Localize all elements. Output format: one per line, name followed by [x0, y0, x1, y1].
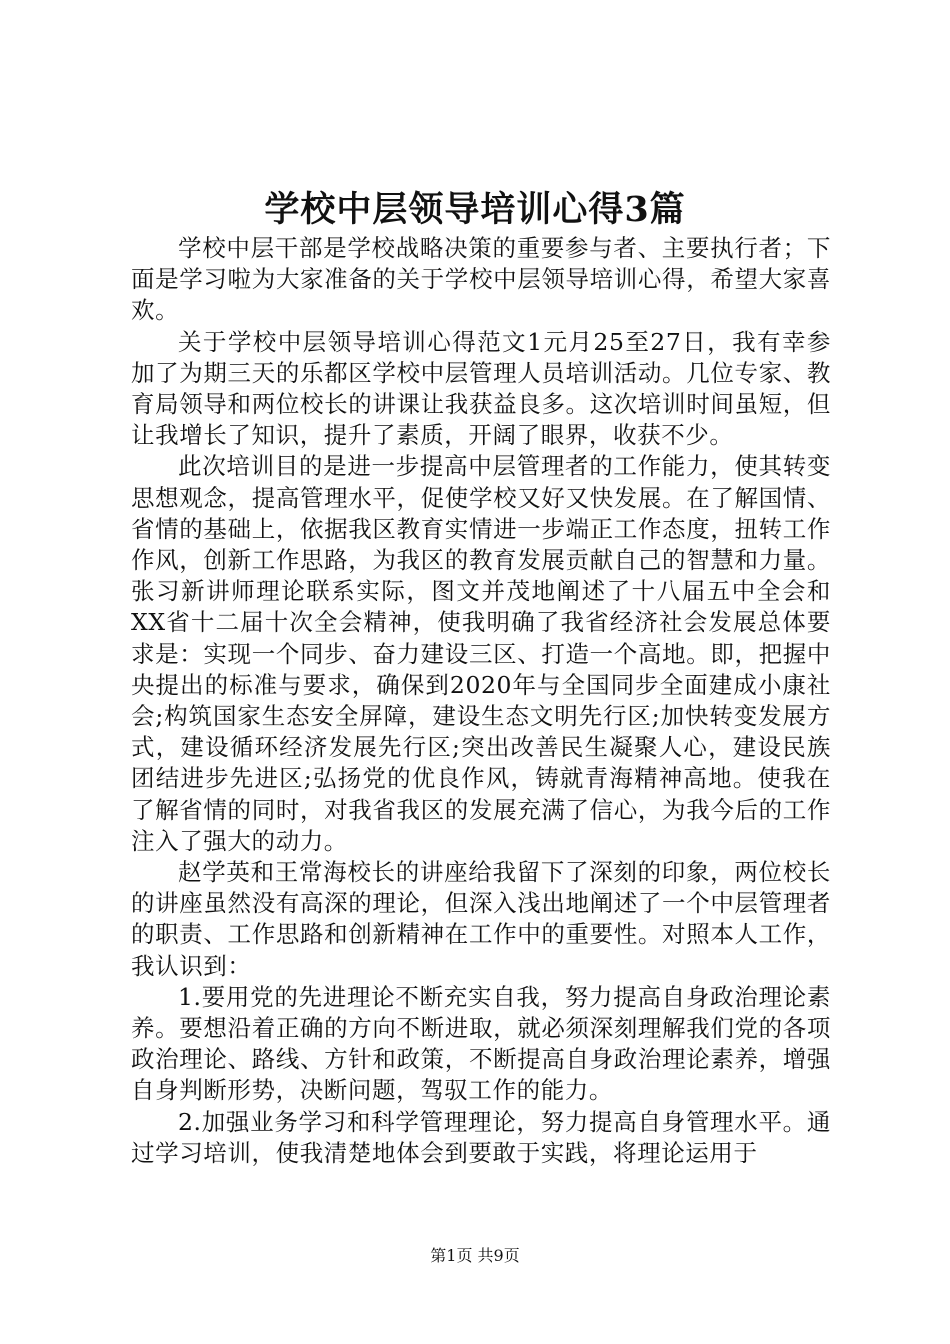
paragraph-point-2: 2.加强业务学习和科学管理理论，努力提高自身管理水平。通过学习培训，使我清楚地体会到要敢于实践，将理论运用于: [131, 1107, 831, 1167]
document-title: 学校中层领导培训心得3篇: [264, 189, 686, 230]
page-number-footer: 第1页 共9页: [430, 1246, 520, 1265]
paragraph-lectures: 赵学英和王常海校长的讲座给我留下了深刻的印象，两位校长的讲座虽然没有高深的理论，但深入浅出地阐述了一个中层管理者的职责、工作思路和创新精神在工作中的重要性。对照本人工作，我认识到：: [131, 858, 831, 980]
paragraph-essay-1: 关于学校中层领导培训心得范文1元月25至27日，我有幸参加了为期三天的乐都区学校中层管理人员培训活动。几位专家、教育局领导和两位校长的讲课让我获益良多。这次培训时间虽短，但让我增长了知识，提升了素质，开阔了眼界，收获不少。: [131, 327, 831, 450]
paragraph-point-1: 1.要用党的先进理论不断充实自我，努力提高自身政治理论素养。要想沿着正确的方向不断进取，就必须深刻理解我们党的各项政治理论、路线、方针和政策，不断提高自身政治理论素养，增强自身判断形势，决断问题，驾驭工作的能力。: [131, 982, 831, 1105]
paragraph-training-purpose: 此次培训目的是进一步提高中层管理者的工作能力，使其转变思想观念，提高管理水平，促使学校又好又快发展。在了解国情、省情的基础上，依据我区教育实情进一步端正工作态度，扭转工作作风，创新工作思路，为我区的教育发展贡献自己的智慧和力量。张习新讲师理论联系实际，图文并茂地阐述了十八届五中全会和XX省十二届十次全会精神，使我明确了我省经济社会发展总体要求是：实现一个同步、奋力建设三区、打造一个高地。即，把握中央提出的标准与要求，确保到2020年与全国同步全面建成小康社会;构筑国家生态安全屏障，建设生态文明先行区;加快转变发展方式，建设循环经济发展先行区;突出改善民生凝聚人心，建设民族团结进步先进区;弘扬党的优良作风，铸就青海精神高地。使我在了解省情的同时，对我省我区的发展充满了信心，为我今后的工作注入了强大的动力。: [131, 452, 831, 855]
paragraph-intro: 学校中层干部是学校战略决策的重要参与者、主要执行者；下面是学习啦为大家准备的关于学校中层领导培训心得，希望大家喜欢。: [131, 234, 831, 325]
document-body: [131, 233, 831, 1169]
